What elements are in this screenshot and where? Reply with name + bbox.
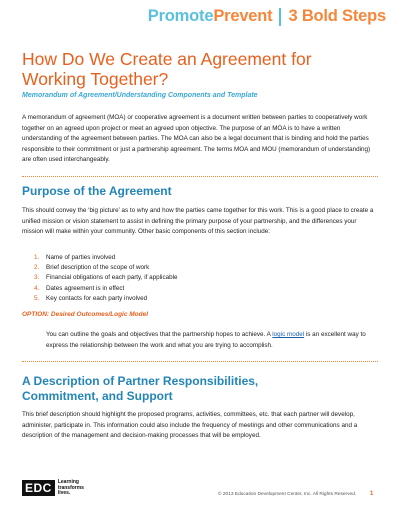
option-text-before: You can outline the goals and objectives that the partnership hopes to achieve. A (46, 331, 273, 338)
list-item (34, 294, 178, 304)
list-text: Key contacts for each party involved (46, 294, 148, 302)
brand-promote: Promote (147, 7, 214, 25)
edc-tagline-line: transforms (57, 484, 84, 491)
copyright-text: © 2013 Education Development Center, Inc. All Rights Reserved. (218, 492, 357, 497)
components-list (34, 253, 178, 304)
page-subtitle: Memorandum of Agreement/Understanding Components and Template (22, 92, 258, 99)
list-text: Name of parties involved (46, 254, 116, 261)
list-item (34, 253, 178, 263)
section-divider (22, 361, 378, 362)
list-number: 4. (34, 284, 40, 292)
section-heading-purpose: Purpose of the Agreement (22, 184, 172, 198)
brand-prevent: Prevent (213, 7, 273, 25)
list-text: Financial obligations of each party, if applicable (46, 274, 178, 282)
responsibilities-paragraph: This brief description should highlight the proposed programs, activities, committees, etc. that each partner will develop, administer, participate in. This information could also include the frequency of meetings and other communications and a description of the management and decision-making processes that will be employed. (22, 411, 358, 439)
edc-tagline (58, 480, 84, 497)
list-number: 3. (34, 274, 40, 282)
list-item (34, 263, 178, 273)
option-paragraph (46, 330, 378, 351)
page-number: 1 (370, 491, 374, 497)
list-number: 2. (34, 264, 40, 272)
list-item (34, 284, 178, 294)
brand-logo (148, 7, 386, 26)
section-divider (22, 176, 378, 177)
list-text: Dates agreement is in effect (46, 284, 125, 292)
purpose-paragraph: This should convey the ‘big picture’ as to why and how the parties came together for this work. This is a good place to create a unified mission or vision statement to assist in defining the primary purpose of your partnership, and the differences your mission will make within your community. Other basic components of this section include: (22, 207, 374, 235)
brand-steps: 3 Bold Steps (288, 7, 386, 25)
logic-model-link[interactable]: logic model (272, 331, 305, 338)
edc-tagline-line: Learning (57, 479, 79, 485)
brand-separator (279, 8, 281, 26)
option-text-after: is an excellent way to express the relationship between the work and what you are trying to accomplish. (46, 331, 366, 349)
list-number: 1. (34, 254, 40, 261)
list-item (34, 273, 178, 283)
section-heading-responsibilities: A Description of Partner Responsibilities, Commitment, and Support (22, 374, 259, 403)
list-number: 5. (34, 294, 40, 302)
intro-paragraph: A memorandum of agreement (MOA) or cooperative agreement is a document written between parties to cooperatively work together on an agreed upon project or meet an agreed upon objective. The purpose of an MOA is to have a written understanding of the agreement between parties. The MOA can also be a legal document that is binding and hold the parties responsible to their commitment or just a partnership agreement. The terms MOA and MOU (memorandum of understanding) are often used interchangeably. (22, 114, 371, 163)
edc-logo (22, 480, 84, 497)
option-heading: OPTION: Desired Outcomes/Logic Model (22, 311, 149, 318)
list-text: Brief description of the scope of work (46, 264, 150, 272)
edc-tagline-line: lives. (57, 490, 71, 497)
edc-logo-mark: EDC (22, 480, 55, 496)
page-title: How Do We Create an Agreement for Working Together? (22, 49, 312, 89)
page-header (0, 0, 400, 38)
